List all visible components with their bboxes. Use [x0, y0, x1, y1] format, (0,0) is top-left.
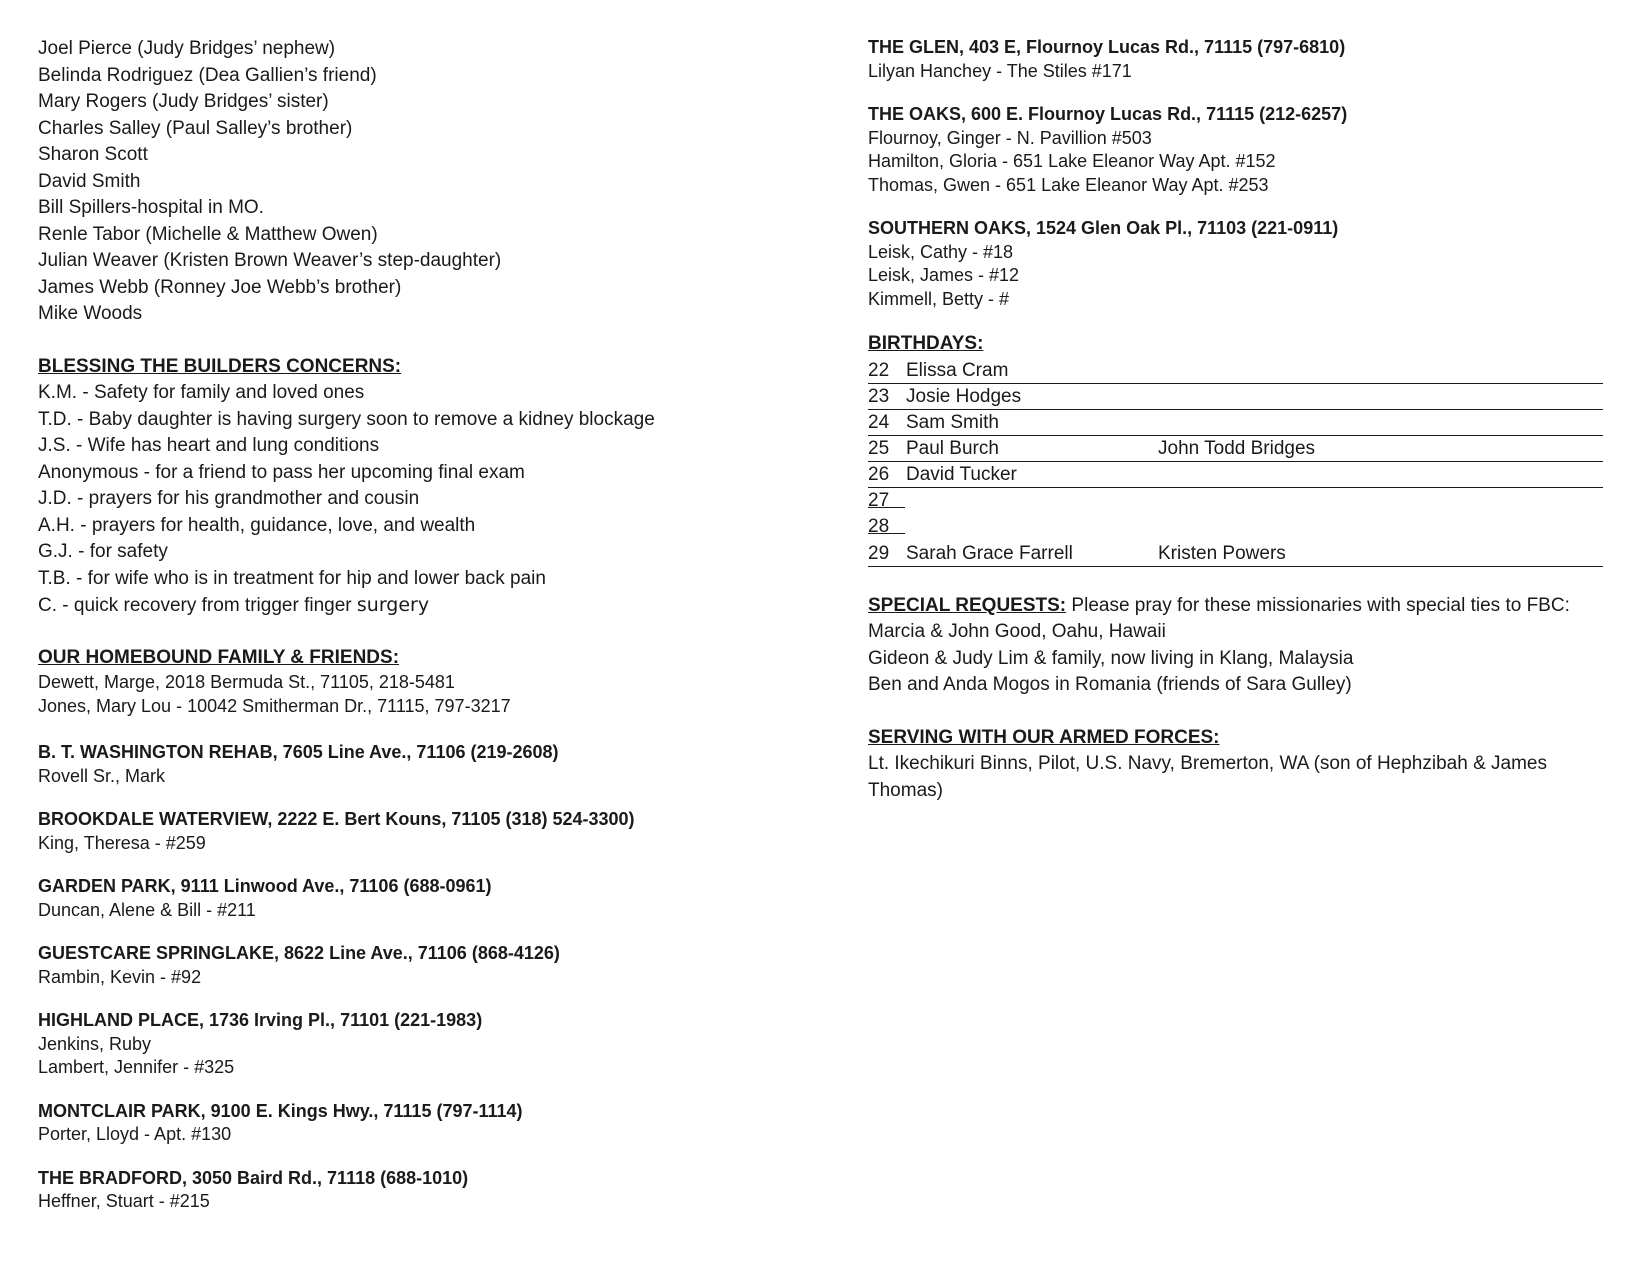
list-item: G.J. - for safety — [38, 541, 168, 562]
birthday-name: John Todd Bridges — [1158, 437, 1316, 459]
facility-name: HIGHLAND PLACE, 1736 Irving Pl., 71101 (221-1983) — [38, 1010, 483, 1030]
birthday-day: 23 — [868, 385, 890, 407]
facility-block — [38, 1100, 798, 1147]
birthdays-section — [868, 331, 1620, 567]
facility-name: GUESTCARE SPRINGLAKE, 8622 Line Ave., 71106 (868-4126) — [38, 943, 560, 963]
list-item: James Webb (Ronney Joe Webb’s brother) — [38, 276, 402, 298]
builders-section — [38, 354, 798, 619]
birthdays-heading: BIRTHDAYS: — [868, 333, 984, 354]
birthday-day: 25 — [868, 437, 890, 459]
facility-resident: Heffner, Stuart - #215 — [38, 1191, 210, 1211]
homebound-section — [38, 645, 798, 719]
birthday-name: Paul Burch — [906, 437, 999, 459]
facility-name: MONTCLAIR PARK, 9100 E. Kings Hwy., 71115 (797-1114) — [38, 1100, 523, 1121]
facility-block — [38, 942, 798, 989]
facility-resident: Rovell Sr., Mark — [38, 765, 166, 786]
list-item: Charles Salley (Paul Salley’s brother) — [38, 117, 353, 139]
birthday-day: 28 — [868, 516, 905, 537]
birthday-name: Sarah Grace Farrell — [906, 542, 1073, 564]
right-column — [868, 36, 1620, 804]
facility-resident: Leisk, James - #12 — [868, 265, 1020, 285]
facility-block — [868, 217, 1620, 311]
birthday-row — [868, 436, 1603, 462]
list-item-text-alt: surgery — [356, 594, 430, 616]
facility-block — [868, 103, 1620, 197]
list-item: T.D. - Baby daughter is having surgery soon to remove a kidney blockage — [38, 408, 655, 430]
facility-block — [38, 1009, 798, 1080]
birthday-name: Kristen Powers — [1158, 542, 1286, 564]
facility-resident: Hamilton, Gloria - 651 Lake Eleanor Way Apt. #152 — [868, 151, 1276, 171]
list-item-text: C. - quick recovery from trigger finger — [38, 595, 352, 616]
facility-block — [868, 36, 1620, 83]
list-item: Dewett, Marge, 2018 Bermuda St., 71105, 218-5481 — [38, 672, 455, 692]
facility-resident: Porter, Lloyd - Apt. #130 — [38, 1124, 232, 1144]
facility-name: THE GLEN, 403 E, Flournoy Lucas Rd., 71115 (797-6810) — [868, 37, 1346, 57]
list-item: Mary Rogers (Judy Bridges’ sister) — [38, 91, 329, 112]
list-item: K.M. - Safety for family and loved ones — [38, 382, 365, 403]
special-requests-heading: SPECIAL REQUESTS: — [868, 594, 1067, 616]
facility-block — [38, 808, 798, 855]
homebound-heading: OUR HOMEBOUND FAMILY & FRIENDS: — [38, 646, 400, 668]
list-item: A.H. - prayers for health, guidance, love, and wealth — [38, 514, 476, 536]
list-item: Gideon & Judy Lim & family, now living in Klang, Malaysia — [868, 647, 1354, 669]
facility-name: THE BRADFORD, 3050 Baird Rd., 71118 (688-1010) — [38, 1167, 469, 1188]
birthday-row — [868, 462, 1603, 488]
facility-name: B. T. WASHINGTON REHAB, 7605 Line Ave., 71106 (219-2608) — [38, 742, 559, 762]
list-item: Ben and Anda Mogos in Romania (friends of Sara Gulley) — [868, 674, 1352, 695]
birthday-row — [868, 358, 1603, 384]
list-item: Jones, Mary Lou - 10042 Smitherman Dr., 71115, 797-3217 — [38, 695, 511, 716]
armed-forces-text: Lt. Ikechikuri Binns, Pilot, U.S. Navy, Bremerton, WA (son of Hephzibah & James Thomas) — [868, 753, 1547, 801]
special-requests-section — [868, 593, 1620, 699]
list-item: Mike Woods — [38, 303, 143, 324]
list-item: Marcia & John Good, Oahu, Hawaii — [868, 621, 1166, 642]
facility-name: THE OAKS, 600 E. Flournoy Lucas Rd., 71115 (212-6257) — [868, 104, 1348, 124]
facility-resident: King, Theresa - #259 — [38, 832, 206, 853]
facility-block — [38, 875, 798, 922]
list-item: Julian Weaver (Kristen Brown Weaver’s step-daughter) — [38, 250, 502, 271]
birthday-name: Josie Hodges — [906, 385, 1022, 407]
facility-resident: Jenkins, Ruby — [38, 1033, 152, 1054]
special-requests-intro-line — [868, 593, 1620, 620]
facility-resident: Thomas, Gwen - 651 Lake Eleanor Way Apt. #253 — [868, 174, 1269, 195]
birthday-day: 24 — [868, 411, 890, 433]
birthday-day: 27 — [868, 489, 905, 511]
list-item: Renle Tabor (Michelle & Matthew Owen) — [38, 223, 378, 245]
builders-heading: BLESSING THE BUILDERS CONCERNS: — [38, 355, 402, 377]
facility-resident: Duncan, Alene & Bill - #211 — [38, 899, 256, 920]
birthday-day: 22 — [868, 359, 890, 381]
facility-name: GARDEN PARK, 9111 Linwood Ave., 71106 (688-0961) — [38, 876, 492, 896]
birthday-name: Sam Smith — [906, 411, 999, 433]
birthday-row — [868, 514, 1603, 541]
list-item: Belinda Rodriguez (Dea Gallien’s friend) — [38, 64, 377, 86]
list-item: Anonymous - for a friend to pass her upcoming final exam — [38, 461, 525, 483]
birthday-name: David Tucker — [906, 463, 1017, 485]
facility-resident: Leisk, Cathy - #18 — [868, 241, 1014, 262]
facility-name: BROOKDALE WATERVIEW, 2222 E. Bert Kouns, 71105 (318) 524-3300) — [38, 809, 635, 829]
list-item: J.D. - prayers for his grandmother and cousin — [38, 488, 420, 509]
birthday-row — [868, 410, 1603, 436]
birthday-row — [868, 384, 1603, 410]
birthday-day: 26 — [868, 463, 890, 485]
list-item: J.S. - Wife has heart and lung conditions — [38, 435, 380, 456]
armed-forces-heading: SERVING WITH OUR ARMED FORCES: — [868, 726, 1220, 748]
list-item — [38, 592, 798, 619]
facility-block — [38, 1167, 798, 1214]
birthday-day: 29 — [868, 542, 890, 564]
facility-resident: Lambert, Jennifer - #325 — [38, 1057, 235, 1077]
list-item: Sharon Scott — [38, 144, 148, 165]
facility-resident: Rambin, Kevin - #92 — [38, 966, 202, 987]
facility-name: SOUTHERN OAKS, 1524 Glen Oak Pl., 71103 (221-0911) — [868, 218, 1339, 238]
birthday-row — [868, 488, 1603, 515]
facility-resident: Kimmell, Betty - # — [868, 288, 1010, 309]
left-column — [38, 36, 798, 1214]
facility-resident: Flournoy, Ginger - N. Pavillion #503 — [868, 127, 1152, 148]
list-item: Joel Pierce (Judy Bridges’ nephew) — [38, 38, 336, 59]
list-item: David Smith — [38, 170, 141, 192]
facility-resident: Lilyan Hanchey - The Stiles #171 — [868, 60, 1132, 81]
birthday-row — [868, 541, 1603, 567]
special-requests-intro: Please pray for these missionaries with special ties to FBC: — [1066, 594, 1570, 616]
armed-forces-section — [868, 725, 1620, 805]
list-item: Bill Spillers-hospital in MO. — [38, 197, 264, 218]
prayer-list — [38, 36, 798, 328]
list-item: T.B. - for wife who is in treatment for hip and lower back pain — [38, 567, 546, 589]
birthday-name: Elissa Cram — [906, 359, 1009, 381]
facility-block — [38, 741, 798, 788]
